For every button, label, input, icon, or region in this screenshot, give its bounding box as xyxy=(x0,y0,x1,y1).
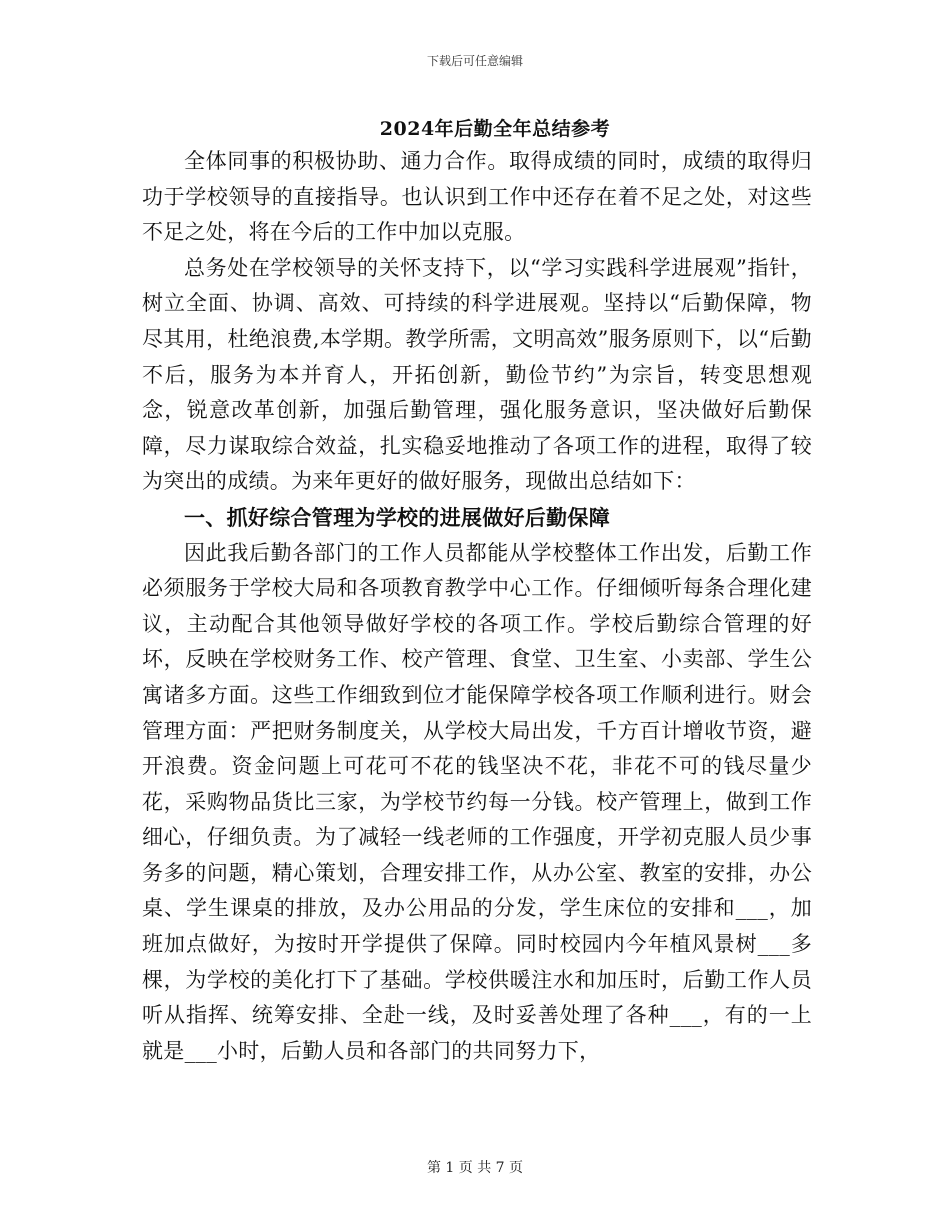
document-title: 2024年后勤全年总结参考 xyxy=(379,118,611,140)
paragraph-intro: 全体同事的积极协助、通力合作。取得成绩的同时，成绩的取得归功于学校领导的直接指导。也认识到工作中还存在着不足之处，对这些不足之处，将在今后的工作中加以克服。 xyxy=(142,149,812,245)
document-body xyxy=(142,144,812,1069)
paragraph-section-one: 因此我后勤各部门的工作人员都能从学校整体工作出发，后勤工作必须服务于学校大局和各项教育教学中心工作。仔细倾听每条合理化建议，主动配合其他领导做好学校的各项工作。学校后勤综合管理的好坏，反映在学校财务工作、校产管理、食堂、卫生室、小卖部、学生公寓诸多方面。这些工作细致到位才能保障学校各项工作顺利进行。财会管理方面：严把财务制度关，从学校大局出发，千方百计增收节资，避开浪费。资金问题上可花可不花的钱坚决不花，非花不可的钱尽量少花，采购物品货比三家，为学校节约每一分钱。校产管理上，做到工作细心，仔细负责。为了减轻一线老师的工作强度，开学初克服人员少事务多的问题，精心策划，合理安排工作，从办公室、教室的安排，办公桌、学生课桌的排放，及办公用品的分发，学生床位的安排和___，加班加点做好，为按时开学提供了保障。同时校园内今年植风景树___多棵，为学校的美化打下了基础。学校供暖注水和加压时，后勤工作人员听从指挥、统筹安排、全赴一线，及时妥善处理了各种___，有的一上就是___小时，后勤人员和各部门的共同努力下， xyxy=(142,540,812,1063)
paragraph-principles: 总务处在学校领导的关怀支持下，以“学习实践科学进展观”指针，树立全面、协调、高效、可持续的科学进展观。坚持以“后勤保障，物尽其用，杜绝浪费,本学期。教学所需，文明高效”服务原则下，以“后勤不后，服务为本并育人，开拓创新，勤俭节约”为宗旨，转变思想观念，锐意改革创新，加强后勤管理，强化服务意识，坚决做好后勤保障，尽力谋取综合效益，扎实稳妥地推动了各项工作的进程，取得了较为突出的成绩。为来年更好的做好服务，现做出总结如下： xyxy=(142,255,812,494)
page-number: 第 1 页 共 7 页 xyxy=(426,1160,524,1176)
page-header-note: 下载后可任意编辑 xyxy=(426,54,523,68)
section-heading: 一、抓好综合管理为学校的进展做好后勤保障 xyxy=(184,504,610,530)
